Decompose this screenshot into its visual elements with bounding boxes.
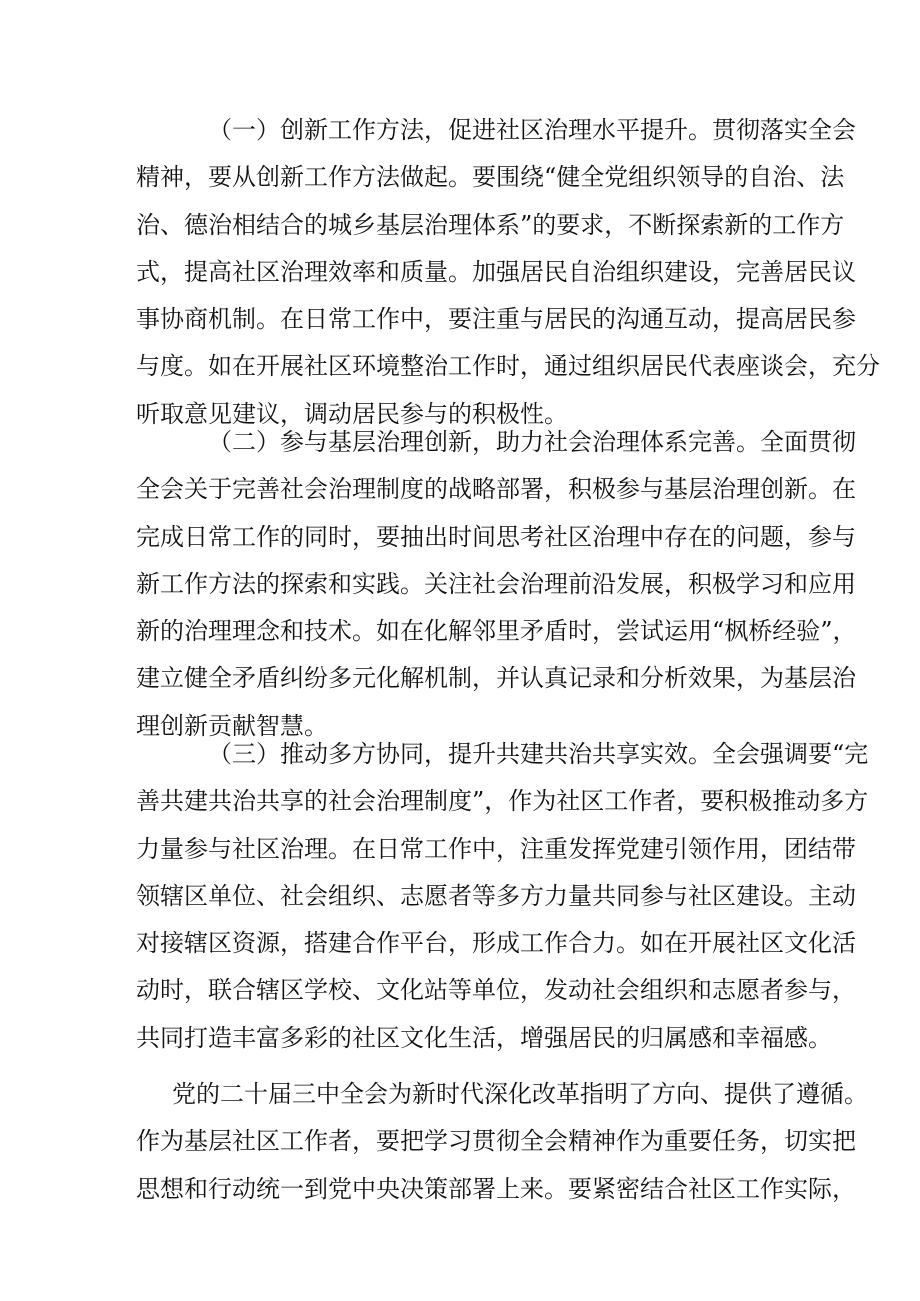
- paragraph-line: 听取意见建议，调动居民参与的积极性。: [136, 399, 568, 428]
- paragraph-line: 完成日常工作的同时，要抽出时间思考社区治理中存在的问题，参与: [136, 522, 856, 551]
- paragraph-section-2: [136, 419, 857, 750]
- paragraph-line: 与度。如在开展社区环境整治工作时，通过组织居民代表座谈会，充分: [136, 352, 880, 381]
- paragraph-line: （二）参与基层治理创新，助力社会治理体系完善。全面贯彻: [208, 428, 856, 456]
- paragraph-line: 全会关于完善社会治理制度的战略部署，积极参与基层治理创新。在: [136, 475, 856, 504]
- paragraph-line: 精神，要从创新工作方法做起。要围绕“健全党组织领导的自治、法: [136, 163, 845, 192]
- paragraph-line: 力量参与社区治理。在日常工作中，注重发挥党建引领作用，团结带: [136, 834, 856, 863]
- paragraph-line: （一）创新工作方法，促进社区治理水平提升。贯彻落实全会: [208, 116, 856, 144]
- paragraph-line: 新工作方法的探索和实践。关注社会治理前沿发展，积极学习和应用: [136, 569, 856, 598]
- paragraph-section-3: [136, 731, 869, 1062]
- paragraph-line: 建立健全矛盾纠纷多元化解机制，并认真记录和分析效果，为基层治: [136, 664, 856, 693]
- paragraph-line: 式，提高社区治理效率和质量。加强居民自治组织建设，完善居民议: [136, 257, 856, 286]
- paragraph-section-1: [136, 107, 880, 438]
- paragraph-line: 善共建共治共享的社会治理制度”，作为社区工作者，要积极推动多方: [136, 787, 869, 816]
- paragraph-line: 党的二十届三中全会为新时代深化改革指明了方向、提供了遵循。: [172, 1080, 868, 1108]
- paragraph-line: （三）推动多方协同，提升共建共治共享实效。全会强调要“完: [208, 740, 869, 768]
- paragraph-line: 思想和行动统一到党中央决策部署上来。要紧密结合社区工作实际，: [136, 1174, 856, 1203]
- paragraph-line: 动时，联合辖区学校、文化站等单位，发动社会组织和志愿者参与，: [136, 976, 856, 1005]
- paragraph-line: 领辖区单位、社会组织、志愿者等多方力量共同参与社区建设。主动: [136, 881, 856, 910]
- paragraph-line: 理创新贡献智慧。: [136, 711, 328, 740]
- paragraph-line: 对接辖区资源，搭建合作平台，形成工作合力。如在开展社区文化活: [136, 929, 856, 958]
- paragraph-line: 治、德治相结合的城乡基层治理体系”的要求，不断探索新的工作方: [136, 210, 845, 239]
- paragraph-line: 作为基层社区工作者，要把学习贯彻全会精神作为重要任务，切实把: [136, 1127, 856, 1156]
- paragraph-line: 共同打造丰富多彩的社区文化生活，增强居民的归属感和幸福感。: [136, 1023, 832, 1052]
- paragraph-line: 新的治理理念和技术。如在化解邻里矛盾时，尝试运用“枫桥经验”，: [136, 617, 857, 646]
- paragraph-line: 事协商机制。在日常工作中，要注重与居民的沟通互动，提高居民参: [136, 305, 856, 334]
- paragraph-conclusion: [136, 1071, 868, 1213]
